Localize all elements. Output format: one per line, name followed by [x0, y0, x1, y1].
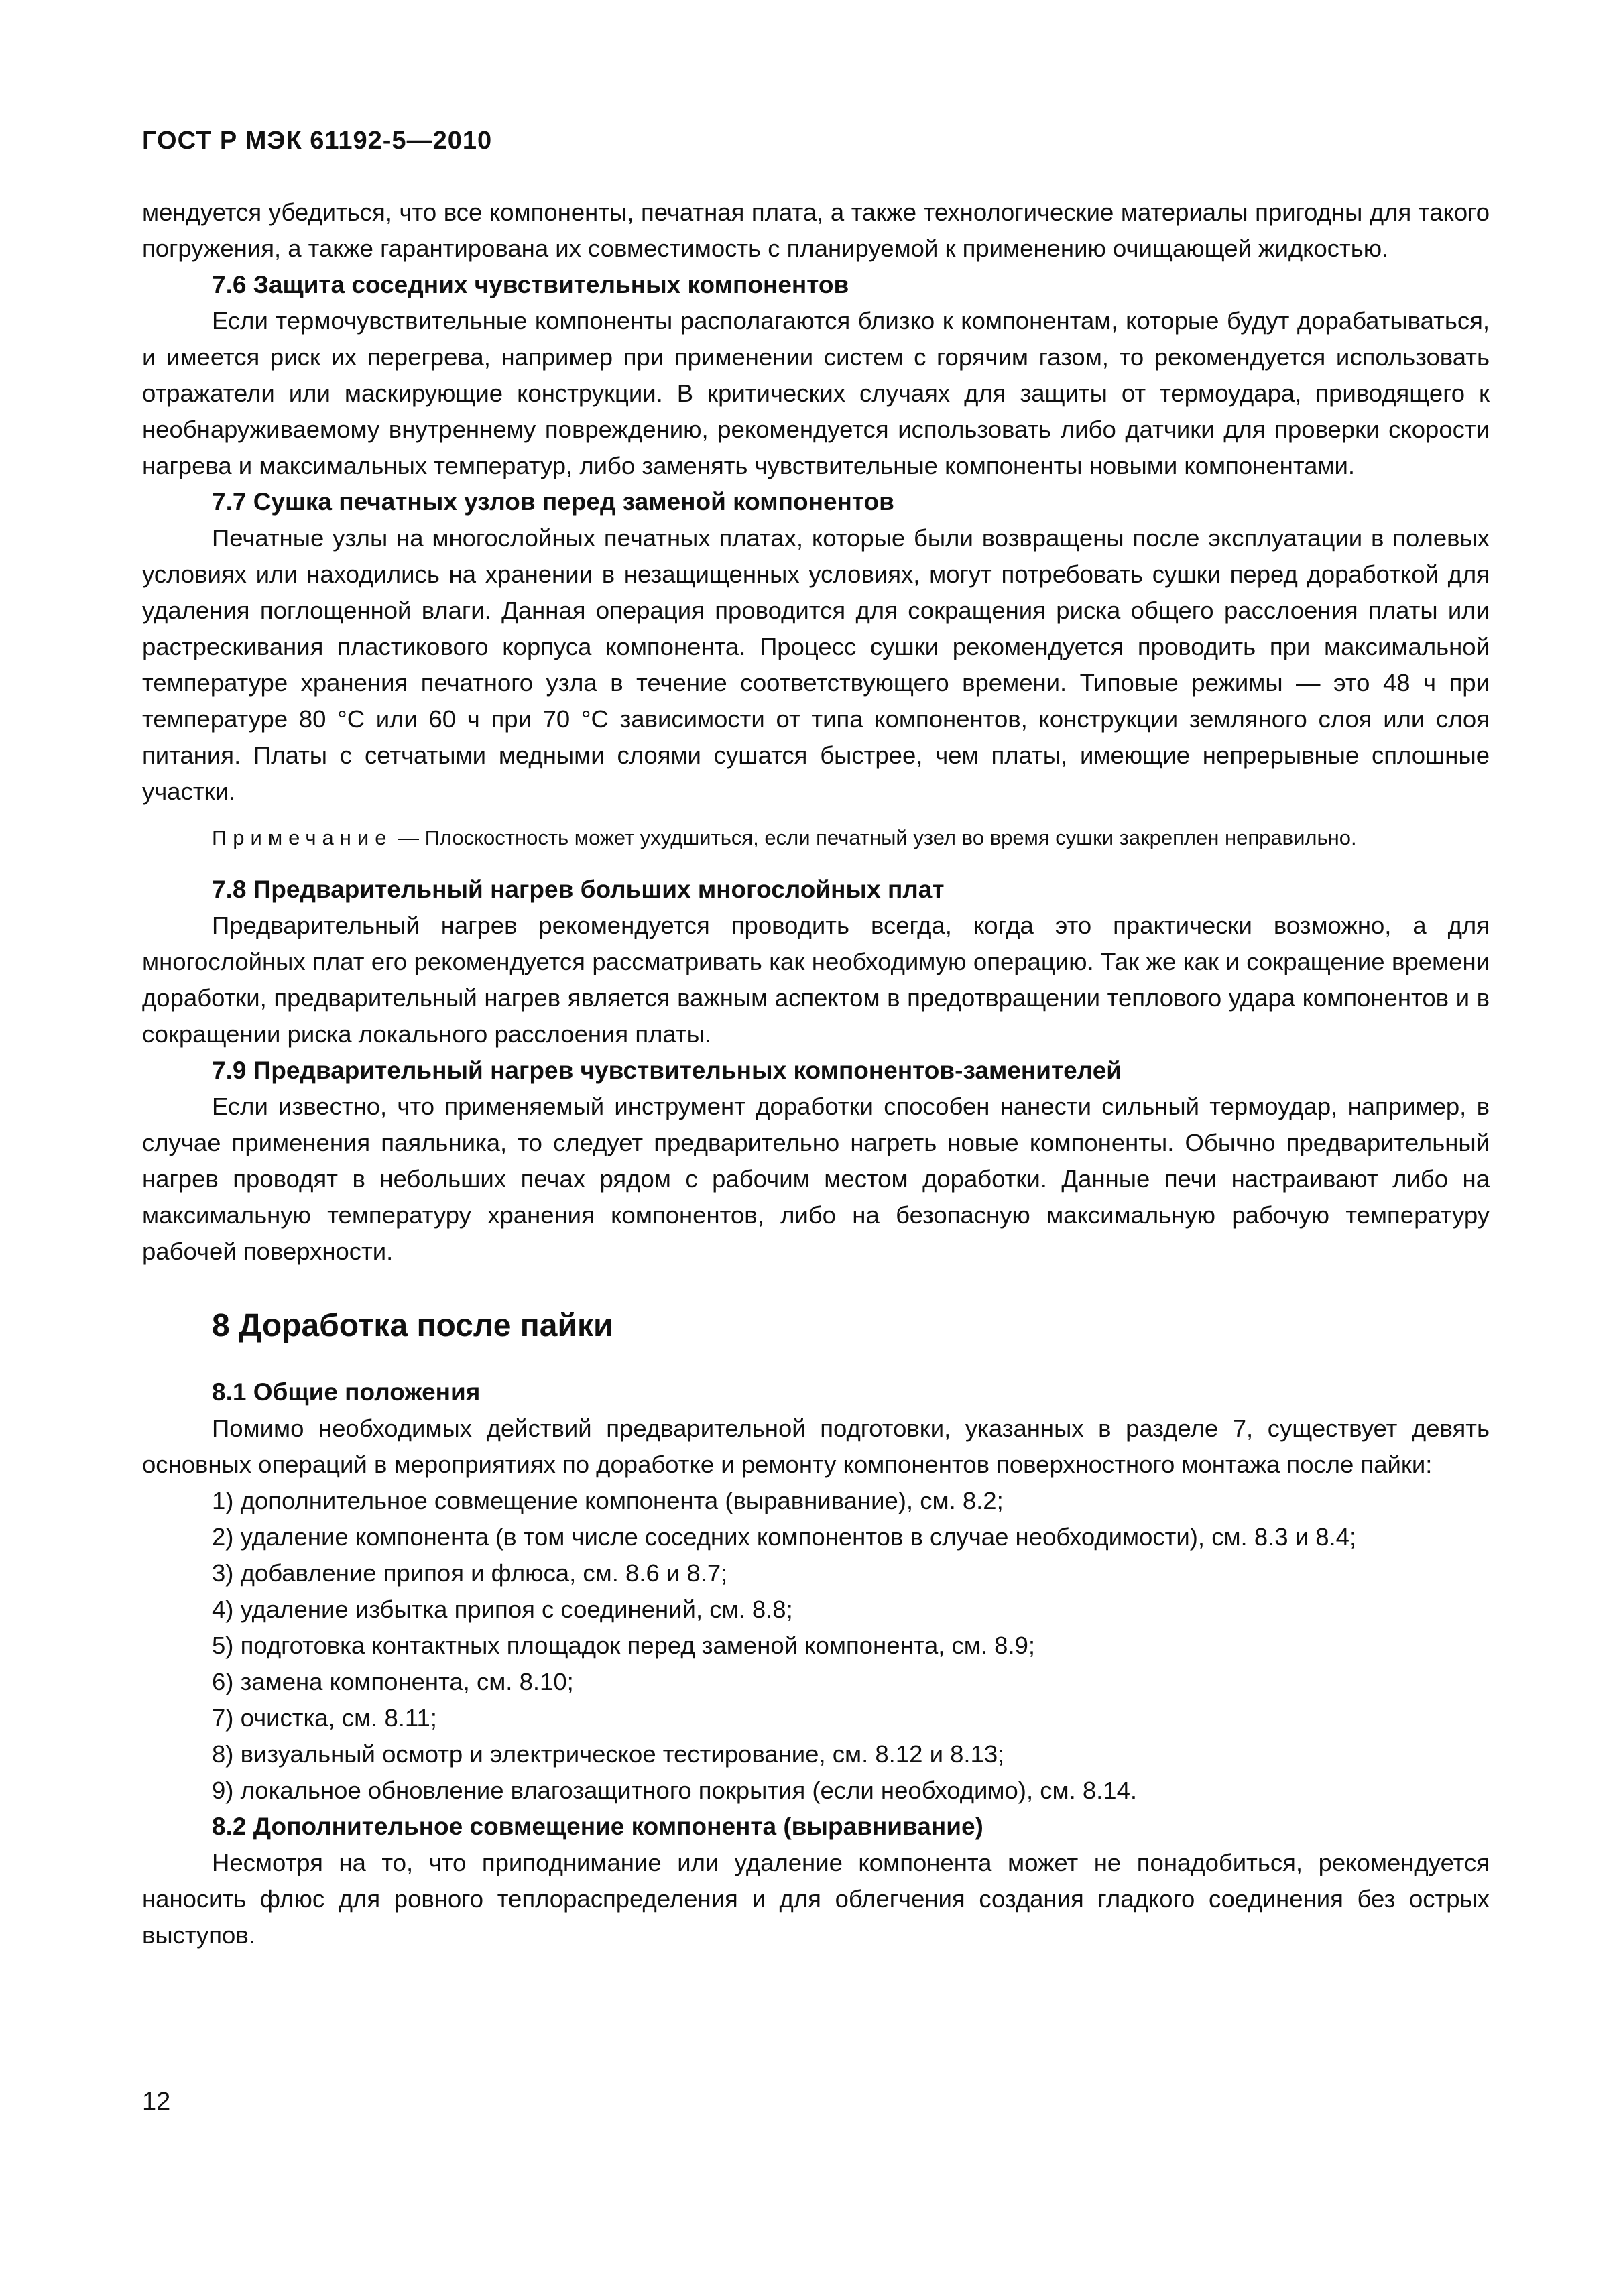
section-8-2-text: Несмотря на то, что приподнимание или удаление компонента может не понадобиться, рекомендуется наносить флюс для ровного теплораспределения и для облегчения создания гладкого соединения без острых выступов. [142, 1849, 1490, 1949]
section-7-7-heading: 7.7 Сушка печатных узлов перед заменой компонентов [212, 488, 894, 516]
note-label: Примечание [212, 826, 393, 849]
list-item: 6) замена компонента, см. 8.10; [212, 1668, 574, 1695]
section-7-7-text: Печатные узлы на многослойных печатных платах, которые были возвращены после эксплуатации в полевых условиях или находились на хранении в незащищенных условиях, могут потребовать сушки перед доработкой для удаления поглощенной влаги. Данная операция проводится для сокращения риска общего расслоения платы или растрескивания пластикового корпуса компонента. Процесс сушки рекомендуется проводить при максимальной температуре хранения печатного узла в течение соответствующего времени. Типовые режимы — это 48 ч при температуре 80 °С или 60 ч при 70 °С зависимости от типа компонентов, конструкции земляного слоя или слоя питания. Платы с сетчатыми медными слоями сушатся быстрее, чем платы, имеющие непрерывные сплошные участки. [142, 524, 1490, 805]
section-7-7-note [142, 822, 1490, 854]
section-7-6-text: Если термочувствительные компоненты располагаются близко к компонентам, которые будут дорабатываться, и имеется риск их перегрева, например при применении систем с горячим газом, то рекомендуется использовать отражатели или маскирующие конструкции. В критических случаях для защиты от термоудара, приводящего к необнаруживаемому внутреннему повреждению, рекомендуется использовать либо датчики для проверки скорости нагрева и максимальных температур, либо заменять чувствительные компоненты новыми компонентами. [142, 307, 1490, 479]
list-item: 3) добавление припоя и флюса, см. 8.6 и 8.7; [212, 1559, 728, 1587]
document-header: ГОСТ Р МЭК 61192-5—2010 [142, 127, 493, 155]
list-item: 9) локальное обновление влагозащитного покрытия (если необходимо), см. 8.14. [212, 1776, 1138, 1804]
section-7-8-heading: 7.8 Предварительный нагрев больших многослойных плат [212, 875, 945, 903]
list-item: 2) удаление компонента (в том числе соседних компонентов в случае необходимости), см. 8.3 и 8.4; [212, 1523, 1357, 1551]
section-8-1-text: Помимо необходимых действий предварительной подготовки, указанных в разделе 7, существует девять основных операций в мероприятиях по доработке и ремонту компонентов поверхностного монтажа после пайки: [142, 1414, 1490, 1478]
section-8-2-heading: 8.2 Дополнительное совмещение компонента (выравнивание) [212, 1813, 983, 1840]
section-7-9-text: Если известно, что применяемый инструмент доработки способен нанести сильный термоудар, например, в случае применения паяльника, то следует предварительно нагреть новые компоненты. Обычно предварительный нагрев проводят в небольших печах рядом с рабочим местом доработки. Данные печи настраивают либо на максимальную температуру хранения компонентов, либо на безопасную максимальную рабочую температуру рабочей поверхности. [142, 1093, 1490, 1265]
page-number: 12 [142, 2088, 171, 2116]
list-item: 7) очистка, см. 8.11; [212, 1704, 437, 1732]
list-item: 5) подготовка контактных площадок перед заменой компонента, см. 8.9; [212, 1632, 1036, 1659]
list-item: 8) визуальный осмотр и электрическое тестирование, см. 8.12 и 8.13; [212, 1740, 1005, 1768]
intro-paragraph: мендуется убедиться, что все компоненты, печатная плата, а также технологические материалы пригодны для такого погружения, а также гарантирована их совместимость с планируемой к применению очищающей жидкостью. [142, 198, 1490, 262]
document-page [142, 121, 1490, 1953]
list-item: 1) дополнительное совмещение компонента (выравнивание), см. 8.2; [212, 1487, 1004, 1514]
note-text: — Плоскостность может ухудшиться, если печатный узел во время сушки закреплен неправильно. [392, 826, 1357, 849]
section-7-8-text: Предварительный нагрев рекомендуется проводить всегда, когда это практически возможно, а для многослойных плат его рекомендуется рассматривать как необходимую операцию. Так же как и сокращение времени доработки, предварительный нагрев является важным аспектом в предотвращении теплового удара компонентов и в сокращении риска локального расслоения платы. [142, 912, 1490, 1048]
list-item: 4) удаление избытка припоя с соединений, см. 8.8; [212, 1595, 793, 1623]
section-8-1-heading: 8.1 Общие положения [212, 1378, 481, 1406]
section-7-9-heading: 7.9 Предварительный нагрев чувствительных компонентов-заменителей [212, 1056, 1122, 1084]
operations-list [142, 1483, 1490, 1809]
section-7-6-heading: 7.6 Защита соседних чувствительных компонентов [212, 271, 849, 298]
section-8-heading: 8 Доработка после пайки [212, 1308, 613, 1343]
